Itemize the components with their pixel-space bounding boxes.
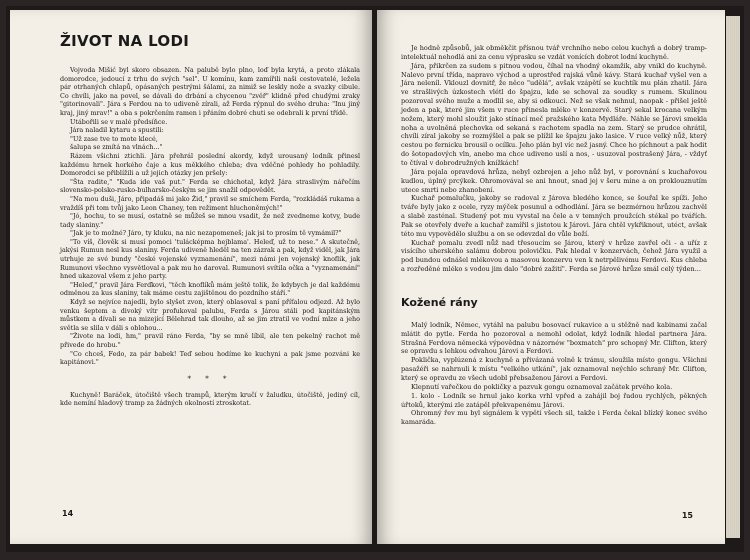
section-heading: Kožené rány	[401, 295, 478, 309]
paragraph: Když se nejvíce najedli, bylo slyšet zvon, který oblasoval s paní příťalou odjezd. Až bylo venku šeptem a divoký vítr profukoval palubu, Ferda s Járou stáli pod kapitánským můstkem a dívali se na mizející Bělehrad tak dlouho, až se jim ztratil ve vodní mlze a jeho světla se slila v dáli s oblohou...	[60, 298, 360, 332]
verse-line: šalupa se zmítá na vlnách..."	[70, 143, 163, 152]
paragraph: "To víš, člověk si musí pomoci 'tulácképma hejblama'. Heleď, už to nese." A skutečně, jakýsi Rumun nesl kus slaniny. Ferda udiveně hleděl na ten zázrak a pak, když viděl, jak Jára utrhuje ze své bundy "české vojenské vyznamenání", mezi námi jen vojenský knoflík, jak Rumunovi všechno vysvětloval a pak mu ho daroval. Rumunovi svítila očka a "vyznamenání" hned ukazoval všem z jeho party.	[60, 237, 360, 281]
left-text-column	[60, 32, 360, 408]
paragraph: Kuchař pomalu zvedl nůž nad třesoucím se Járou, který v hrůze zavřel oči - a uříz z visícího uherského salámu dobrou polovičku. Pak hledal v konzervách, čehož Jára využil a pod bundou odnášel mlékovou a masovou konzervu ven k netrpělivému Ferdovi. Kus chleba a rozředěné mléko s vodou jim dalo "dobré zažití". Ferda se Járové hrůze smál celý týden...	[401, 238, 707, 274]
page-number: 14	[62, 509, 74, 518]
paragraph: "Šta radite," "Kuda ide vaš put." Ferda se chichotal, když Jára straslivým nářečím slovensko-polsko-rusko-bulharsko-českým se jim snažil odpovědět.	[60, 177, 360, 195]
paragraph: "Jó, hochu, to se musí, ostatně se můžeš se mnou vsadit, že než zvedneme kotvy, bude tady slaniny."	[60, 212, 360, 229]
paragraph: "Na mou duši, Járo, připadáš mi jako Žid," pravil se smíchem Ferda, "rozkládáš rukama a vraždíš při tom tvůj jako Leon Chaney, ten režiment hluchoněmých!"	[60, 194, 360, 212]
paragraph: Ohromný řev mu byl signálem k vypětí všech sil, takže i Ferda čekal blízký konec svého kamaráda.	[401, 409, 707, 427]
paragraph: Vojvoda Mišić byl skoro obsazen. Na palubě bylo plno, loď byla krytá, a proto zlákala domorodce, jedoucí z trhu do svých "sel". U komínu, kam zamířili naši cestovatelé, ležela pár otrhaných chlapů, opásaných pestrými šálami, za nimiž se leskly nože a svazky cibule. Co chvíli, jako na povel, se dávali do drbání a chycenou "zvěř" klidně před chudými zraky "gitorinovali". Jára s Ferdou na to udiveně zírali, až Ferda rýpnul do svého druha: "Inu jiný kraj, jiný mrav!" a oba s pokrčením ramen i přáním dobré chuti se odebrali k první třídě.	[60, 66, 360, 117]
paragraph: Utábořili se v malé předsíňce.	[70, 117, 168, 126]
paragraph: "Heleď," pravil Jára Ferďkovi, "těch knoflíků mám ještě tolik, že kdybych je dal každému odměnou za kus slaniny, tak máme cestu zajištěnou do pozdního stáří."	[60, 280, 360, 298]
paragraph: Malý lodník, Němec, vytáhl na palubu bosovací rukavice a u stěžně nad kabinami začal mlátit do pytle. Ferda ho pozoroval a nemohl odolat, když lodník hledal partnera Jára. Strašná Ferdova německá výpovědna v názornéw "boxmatch" pro schopný Mr. Clifton, který se opravdu s lehkou odvahou Járovi a Ferdovi.	[401, 320, 707, 356]
right-page	[377, 10, 725, 544]
paragraph: "Co chceš, Fedo, za pár babek! Teď sebou hodíme ke kuchyni a pak jsme pozváni ke kapitánovi."	[60, 349, 360, 367]
paragraph: Jára naladil kytaru a spustili:	[70, 126, 164, 135]
paragraph: Klepnutí vařečkou do pokličky a pazvuk gongu oznamoval začátek prvého kola.	[411, 382, 673, 391]
paragraph: Rázem všichni ztichli. Jára přehrál poslední akordy, když urousaný lodník přinesl každému hrnek horkého čaje a kus měkkého chleba; dva vděčné pohledy ho pohladily. Domorodci se přiblížili a už jejich otázky jen pršely:	[60, 151, 360, 178]
open-book	[6, 6, 744, 552]
section-separator: * * *	[187, 374, 233, 383]
paragraph: "Živote na lodi, hm," pravil ráno Ferda, "by se mně líbil, ale ten pekelný rachot mě přivede do hrobu."	[60, 332, 360, 349]
chapter-title: ŽIVOT NA LODI	[60, 32, 190, 50]
paragraph: Jára pojala opravdová hrůza, nebyl ozbrojen a jeho nůž byl, v porovnání s kuchařovou kudlou, úplný prcýkek. Ohromovával se ani hnout, snad jej v šeru mine a on proklouznutím utece smrti nebo zhanobení.	[401, 167, 707, 194]
paragraph: "Jak je to možné? Járo, ty kluku, na nic nezapomeneš; jak jsi to prosím tě vymámil?"	[70, 229, 342, 238]
paragraph: Je hodně způsobů, jak obměkčit přísnou tvář vrchního nebo celou kuchyň a dobrý tramp-intelektuál nehodlá ani za cenu výprasku se vzdát vonících dobrot lodní kuchyně.	[401, 44, 707, 61]
page-stack-edge	[726, 16, 740, 538]
left-page	[10, 10, 372, 544]
page-number: 15	[681, 511, 693, 520]
paragraph: 1. kolo - Lodník se hrnul jako korka vrhl vpřed a zahájil boj řadou rychlých, pěkných úřtoků, kterými zle zatápěl překvapenému Járovi.	[401, 391, 707, 409]
right-text-column	[401, 44, 707, 427]
verse-line: "Už zase tve to mote klecé,	[70, 134, 158, 143]
paragraph: Kuchař pomalučku, jakoby se radoval z Járova bledého konce, se šouřal ke spíži. Jeho tváře byly jako z ocele, ryzy mýček posunul a odhodlání. Jára se bezmérnou hrůzou zachvěl a slabě zasténal. Studený pot mu vyvstal na čele a v temných proužcích stékal po tvářích. Pak se otevřely dveře a kuchař zamířil s jistotou k Járovi. Jára chtěl vykřiknout, utéct, avšak této mu vypovědělo službu a on se odevzdal do vůle boží.	[401, 194, 707, 238]
paragraph: Jára, přikrčen za sudem s pitnou vodou, číhal na vhodný okamžik, aby vnikl do kuchyně. Nalevo první třída, napravo východ a uprostřed rajská vůně kávy. Stará kuchař vyšel ven a Jára neleníl. Vklouzl dovnitř, že něco "udělá", avšak vzápětí se kuchtík mu plán zhatil. Jára ve strašlivých úzkostech vlétl do špajzu, kde se schoval za soudky s rumem. Skulinou pozoroval svého muže a modlil se, aby si odkouci. Než se však nehnul, naopak - přišel ještě jeden a pak, které jim všem v ruce přinesla mléko v konzervě. Starý sekal krocana velkým nožem, který mohl sloužit jako stínací meč pražského kata Mydláře. Náhle se Járovi smekla noha a uvolněná plechovka od sekaná s rachotem spadla na zem. Starý se prudce ohrátil, chvíli zíral jakoby se rozmýšlel a pak se plížil ke špajzu jako lasice. V ruce velký nůž, který cestou po fernicku brousil o ocílku. Jeho plán byl víc než jasný. Chce ho píchnout a pak hodit do šotopadových vln, anebo ma chce udiveno uslí a nos, - usuzoval postrašený Jára, - vždyť to čtíval v dobrodružných knížkách!	[401, 61, 707, 167]
paragraph: Poklička, vyplúzená z kuchyně a přivázaná volně k trámu, sloužila místo gongu. Všichni pasažéři se nahrnuli k místu "velkého utkání", jak oznamoval neýchlo schraný Mr. Clifton, který se opravdu ze všech udobl přebsaženou Járovi a Ferdovi.	[401, 356, 707, 382]
paragraph: Kuchyně! Baráček, útočiště všech trampů, kterým kručí v žaludku, útočiště, jediný cíl, kde nemíní hladový tramp za žádných okolností ztroskotat.	[60, 390, 360, 408]
